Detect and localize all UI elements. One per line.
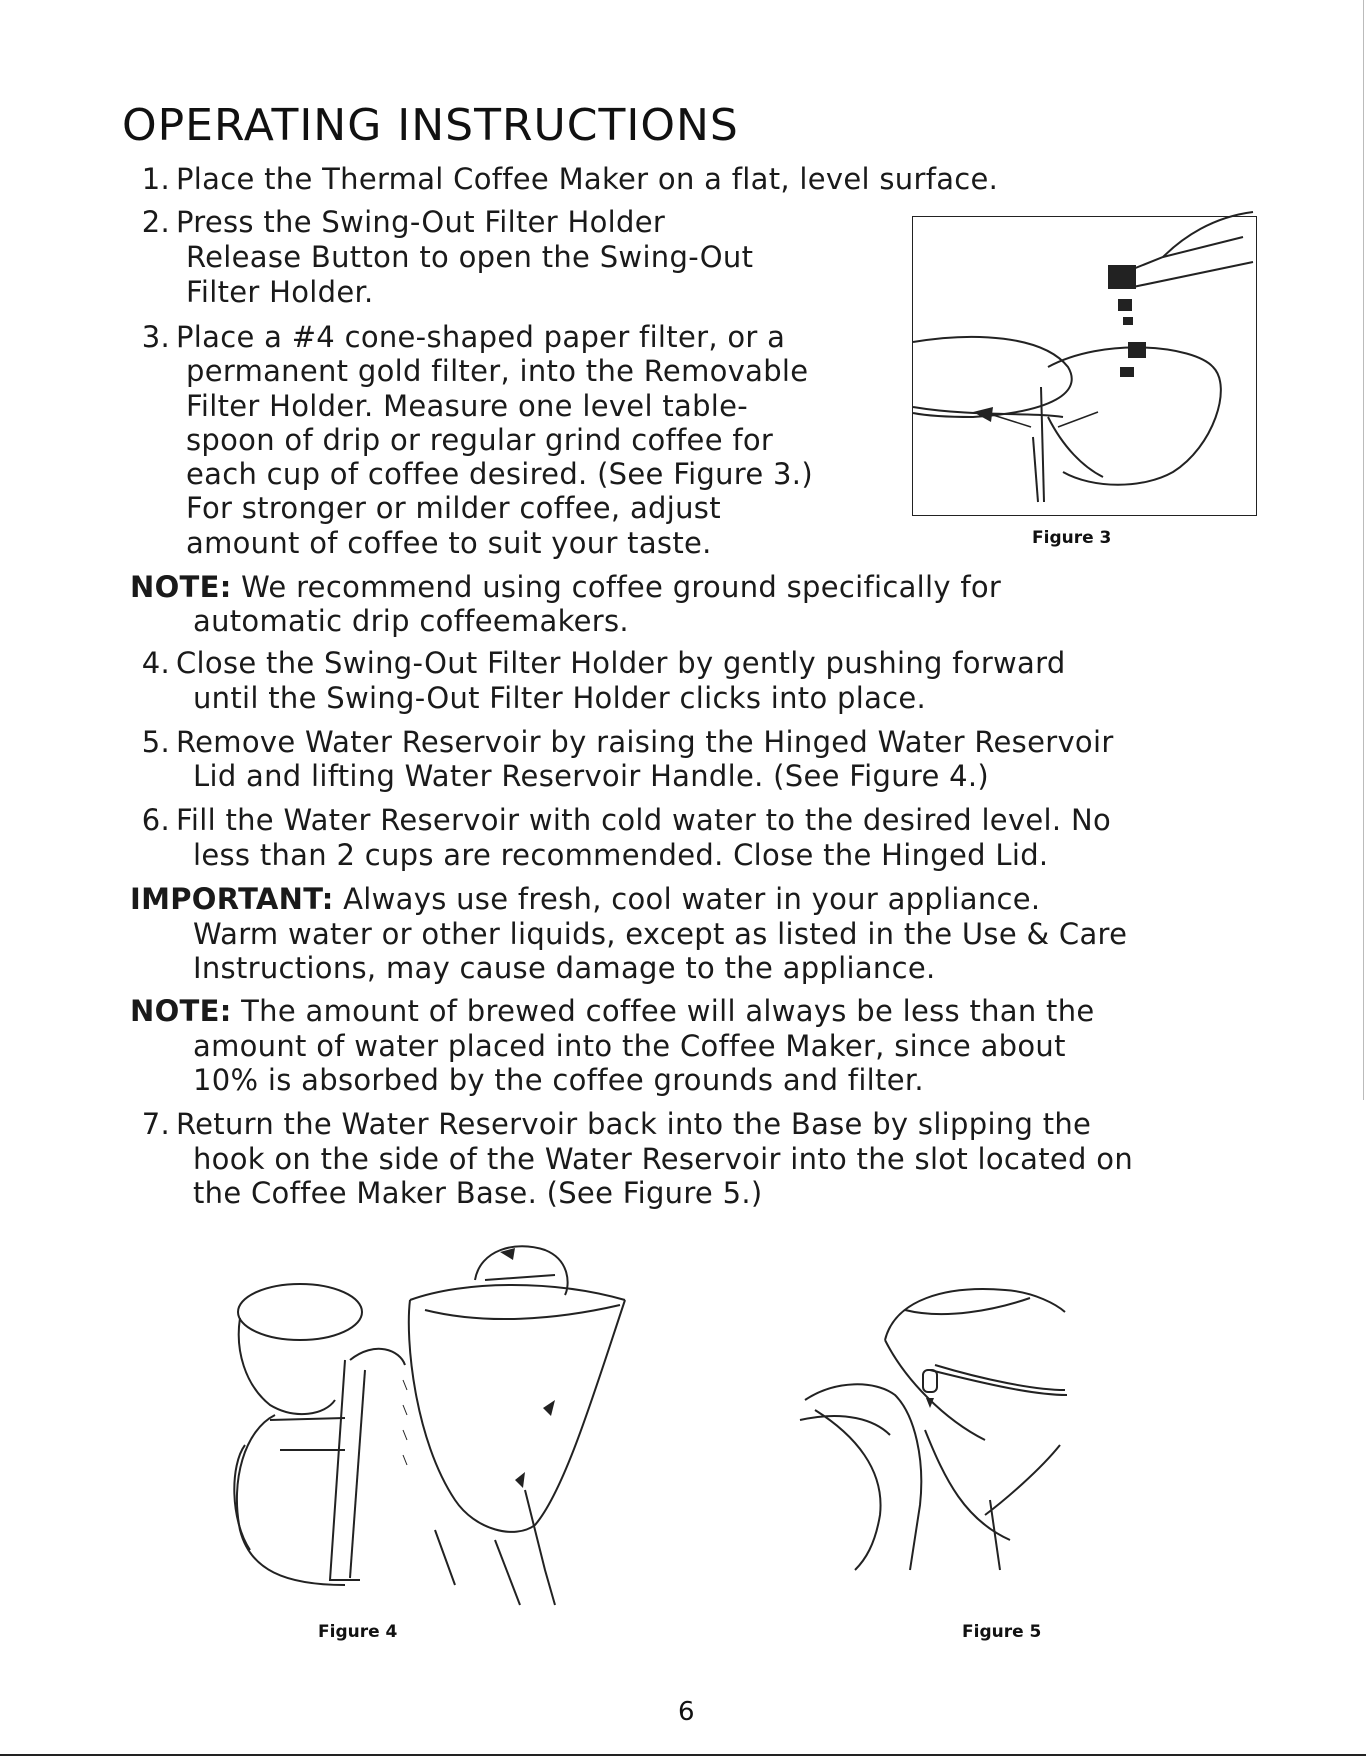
step-4: [130, 646, 1066, 680]
reservoir-hook-slot-illustration: [795, 1270, 1085, 1570]
important-text: Warm water or other liquids, except as listed in the Use & Care: [193, 917, 1128, 951]
note-label: NOTE:: [130, 570, 232, 604]
step-5: [130, 725, 1114, 759]
bottom-scan-edge: [0, 1754, 1366, 1756]
coffee-maker-reservoir-illustration: [225, 1240, 645, 1610]
important-text: Always use fresh, cool water in your appliance.: [343, 882, 1041, 916]
right-scan-edge: [1363, 0, 1364, 1100]
figure-5-image: [795, 1270, 1085, 1570]
step-text: spoon of drip or regular grind coffee for: [186, 423, 774, 457]
important-note: [130, 882, 1040, 916]
step-text: Lid and lifting Water Reservoir Handle. (See Figure 4.): [193, 759, 990, 793]
step-7: [130, 1107, 1091, 1141]
note-text: The amount of brewed coffee will always be less than the: [241, 994, 1095, 1028]
step-text: Place the Thermal Coffee Maker on a flat, level surface.: [176, 162, 999, 196]
step-text: Filter Holder.: [186, 275, 374, 309]
step-number: 5.: [141, 725, 170, 759]
page-title: OPERATING INSTRUCTIONS: [122, 100, 739, 151]
note-text: We recommend using coffee ground specifically for: [241, 570, 1002, 604]
figure-3-image: [912, 216, 1257, 516]
figure-5-caption: Figure 5: [962, 1622, 1042, 1642]
figure-3-caption: Figure 3: [1032, 528, 1112, 548]
page-number: 6: [678, 1697, 695, 1727]
important-text: Instructions, may cause damage to the appliance.: [193, 951, 936, 985]
step-text: Fill the Water Reservoir with cold water to the desired level. No: [176, 803, 1111, 837]
step-text: Filter Holder. Measure one level table-: [186, 389, 749, 423]
step-text: permanent gold filter, into the Removable: [186, 354, 809, 388]
step-text: hook on the side of the Water Reservoir into the slot located on: [193, 1142, 1134, 1176]
step-text: Release Button to open the Swing-Out: [186, 240, 754, 274]
step-text: until the Swing-Out Filter Holder clicks into place.: [193, 681, 927, 715]
note-2: [130, 994, 1095, 1028]
figure-4-image: [225, 1240, 645, 1610]
step-2: [130, 205, 665, 239]
step-number: 1.: [141, 162, 170, 196]
step-6: [130, 803, 1111, 837]
filter-holder-illustration: [913, 217, 1256, 515]
figure-4-caption: Figure 4: [318, 1622, 398, 1642]
step-3: [130, 320, 785, 354]
step-number: 6.: [141, 803, 170, 837]
step-number: 2.: [141, 205, 170, 239]
step-text: For stronger or milder coffee, adjust: [186, 491, 721, 525]
step-1: [130, 162, 998, 196]
step-text: each cup of coffee desired. (See Figure 3.): [186, 457, 813, 491]
step-number: 7.: [141, 1107, 170, 1141]
note-1: [130, 570, 1001, 604]
note-text: 10% is absorbed by the coffee grounds and filter.: [193, 1063, 924, 1097]
note-text: amount of water placed into the Coffee Maker, since about: [193, 1029, 1066, 1063]
note-label: NOTE:: [130, 994, 232, 1028]
step-text: Close the Swing-Out Filter Holder by gently pushing forward: [176, 646, 1066, 680]
step-text: amount of coffee to suit your taste.: [186, 526, 712, 560]
step-text: the Coffee Maker Base. (See Figure 5.): [193, 1176, 763, 1210]
important-label: IMPORTANT:: [130, 882, 334, 916]
step-number: 4.: [141, 646, 170, 680]
step-number: 3.: [141, 320, 170, 354]
step-text: Press the Swing-Out Filter Holder: [176, 205, 666, 239]
step-text: Remove Water Reservoir by raising the Hinged Water Reservoir: [176, 725, 1114, 759]
note-text: automatic drip coffeemakers.: [193, 604, 629, 638]
step-text: Return the Water Reservoir back into the Base by slipping the: [176, 1107, 1092, 1141]
step-text: Place a #4 cone-shaped paper filter, or a: [176, 320, 786, 354]
step-text: less than 2 cups are recommended. Close the Hinged Lid.: [193, 838, 1049, 872]
